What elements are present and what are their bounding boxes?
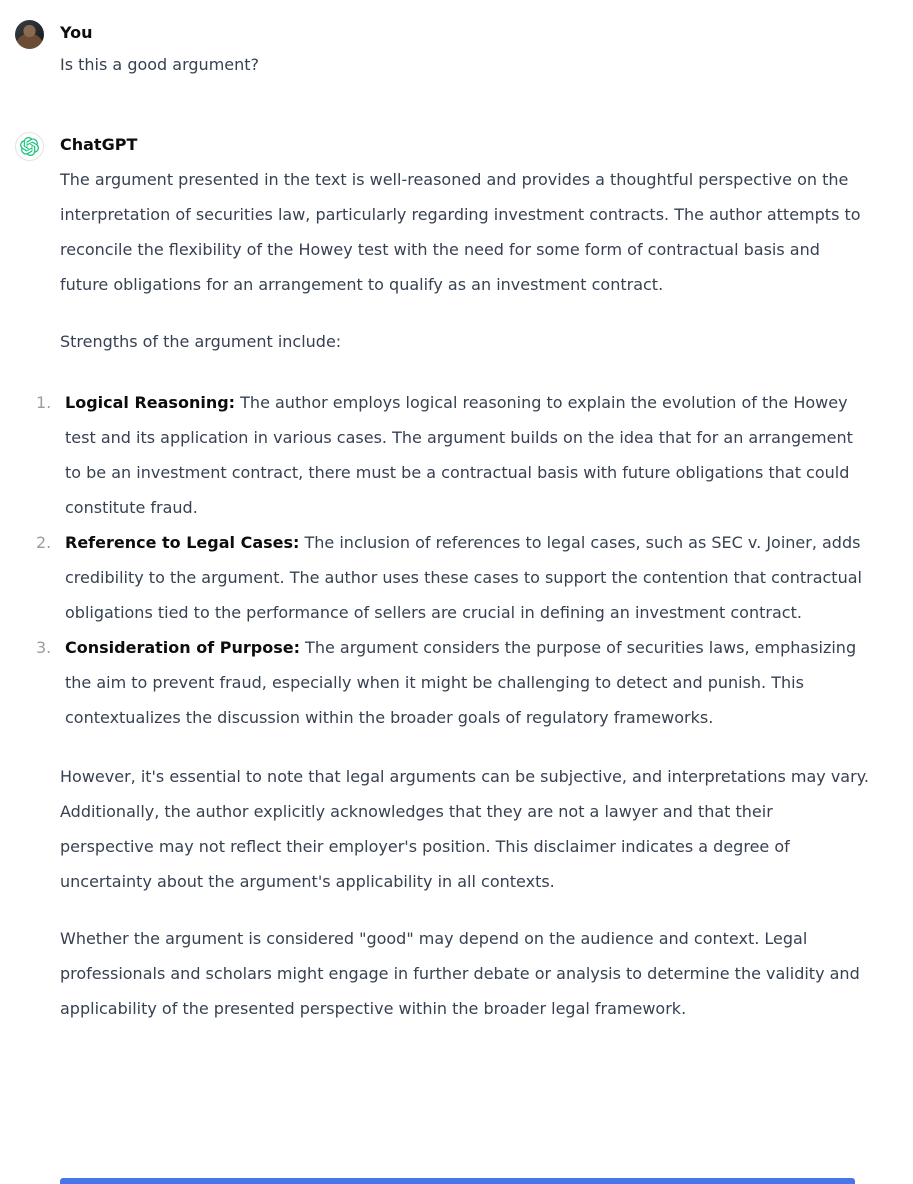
composer-top-edge [60,1178,855,1184]
list-item-title: Logical Reasoning: [65,393,236,412]
list-item-body: The inclusion of references to legal cases, such as SEC v. Joiner, adds credibility to the argument. The author uses these cases to support the contention that contractual obligations tied to the performance of sellers are crucial in defining an investment contract. [65,533,862,622]
assistant-author-name: ChatGPT [60,135,138,154]
list-item-number: 1. [36,393,52,412]
list-item [36,525,870,630]
strengths-list [36,385,870,735]
user-author-name: You [60,23,93,42]
assistant-avatar-column [15,130,60,161]
assistant-paragraph: Strengths of the argument include: [60,332,342,351]
user-message-content [60,18,870,82]
user-avatar [15,20,44,49]
list-item-body: The author employs logical reasoning to explain the evolution of the Howey test and its application in various cases. The argument builds on the idea that for an arrangement to be an investment contract, there must be a contractual basis with future obligations that could constitute fraud. [65,393,853,517]
list-item-title: Consideration of Purpose: [65,638,300,657]
list-item-title: Reference to Legal Cases: [65,533,300,552]
assistant-paragraph: The argument presented in the text is well-reasoned and provides a thoughtful perspective on the interpretation of securities law, particularly regarding investment contracts. The author attempts to reconcile the flexibility of the Howey test with the need for some form of contractual basis and future obligations for an arrangement to qualify as an investment contract. [60,170,861,294]
assistant-message [15,130,887,1026]
assistant-paragraph: Whether the argument is considered "good" may depend on the audience and context. Legal professionals and scholars might engage in further debate or analysis to determine the validity and applicability of the presented perspective within the broader legal framework. [60,929,860,1018]
list-item-number: 3. [36,638,52,657]
openai-logo-icon [20,137,39,156]
list-item [36,385,870,525]
user-avatar-column [15,18,60,49]
assistant-message-content [36,130,870,1026]
user-message [15,18,887,82]
chatgpt-avatar [15,132,44,161]
list-item-body: The argument considers the purpose of securities laws, emphasizing the aim to prevent fraud, especially when it might be challenging to detect and punish. This contextualizes the discussion within the broader goals of regulatory frameworks. [65,638,857,727]
list-item [36,630,870,735]
user-message-text: Is this a good argument? [60,55,260,74]
assistant-paragraph: However, it's essential to note that legal arguments can be subjective, and interpretations may vary. Additionally, the author explicitly acknowledges that they are not a lawyer and that their perspective may not reflect their employer's position. This disclaimer indicates a degree of uncertainty about the argument's applicability in all contexts. [60,767,869,891]
list-item-number: 2. [36,533,52,552]
